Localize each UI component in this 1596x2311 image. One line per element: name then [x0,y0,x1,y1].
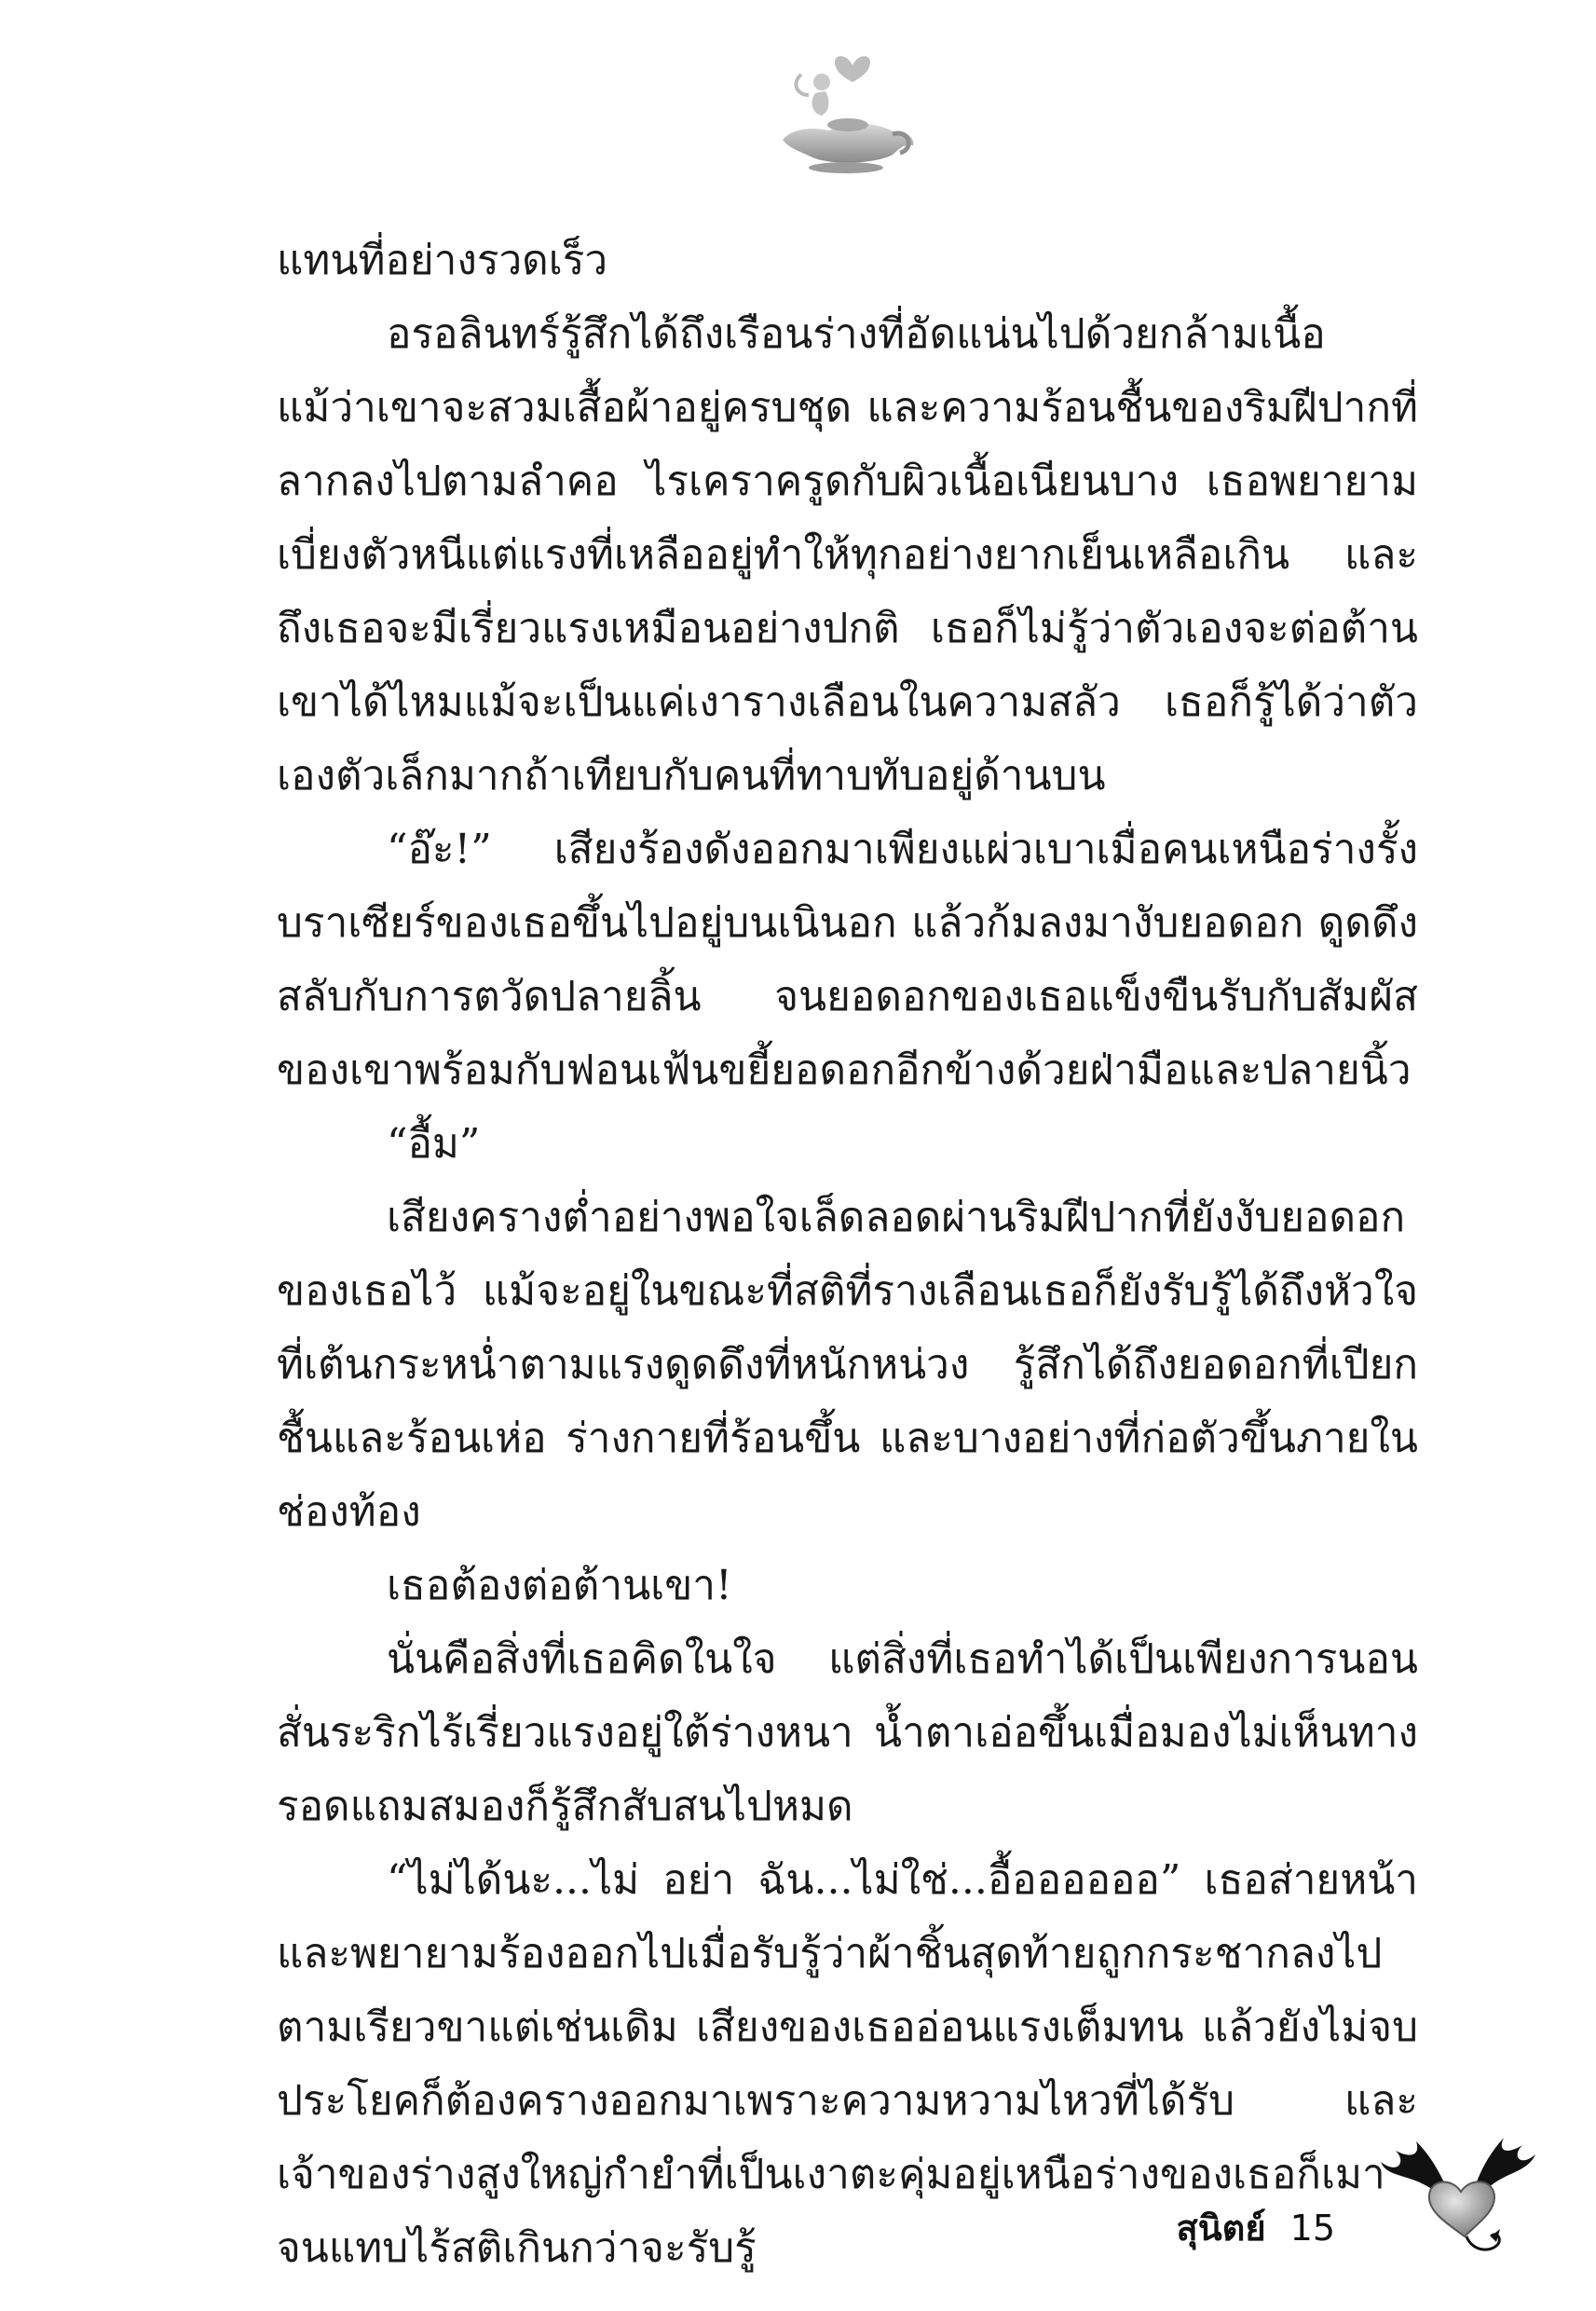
paragraph-4: “อื้ม” [387,1120,481,1168]
paragraph-5: เสียงครางต่ำอย่างพอใจเล็ดลอดผ่านริมฝีปากที่ยังงับยอดอกของเธอไว้ แม้จะอยู่ในขณะที่สติที่รางเลือนเธอก็ยังรับรู้ได้ถึงหัวใจที่เต้นกระหน่ำตามแรงดูดดึงที่หนักหน่วง รู้สึกได้ถึงยอดอกที่เปียกชื้นและร้อนเห่อ ร่างกายที่ร้อนขึ้น และบางอย่างที่ก่อตัวขึ้นภายในช่องท้อง [277,1194,1418,1536]
author-name: สุนิตย์ [1176,2208,1266,2249]
paragraph-3: “อ๊ะ!” เสียงร้องดังออกมาเพียงแผ่วเบาเมื่อคนเหนือร่างรั้งบราเซียร์ของเธอขึ้นไปอยู่บนเนินอก แล้วก้มลงมางับยอดอก ดูดดึงสลับกับการตวัดปลายลิ้น จนยอดอกของเธอแข็งขืนรับกับสัมผัสของเขาพร้อมกับฟอนเฟ้นขยี้ยอดอกอีกข้างด้วยฝ่ามือและปลายนิ้ว [277,826,1418,1094]
paragraph-1: แทนที่อย่างรวดเร็ว [277,237,608,284]
winged-heart-devil-icon [1379,2134,1537,2274]
paragraph-7: นั่นคือสิ่งที่เธอคิดในใจ แต่สิ่งที่เธอทำได้เป็นเพียงการนอนสั่นระริกไร้เรี่ยวแรงอยู่ใต้ร่างหนา น้ำตาเอ่อขึ้นเมื่อมองไม่เห็นทางรอดแถมสมองก็รู้สึกสับสนไปหมด [277,1635,1418,1830]
page-footer [1177,2199,1335,2256]
page-number: 15 [1289,2207,1335,2249]
paragraph-6: เธอต้องต่อต้านเขา! [387,1562,732,1609]
paragraph-2: อรอลินทร์รู้สึกได้ถึงเรือนร่างที่อัดแน่นไปด้วยกล้ามเนื้อ แม้ว่าเขาจะสวมเสื้อผ้าอยู่ครบชุด และความร้อนชื้นของริมฝีปากที่ลากลงไปตามลำคอ ไรเคราครูดกับผิวเนื้อเนียนบาง เธอพยายามเบี่ยงตัวหนีแต่แรงที่เหลืออยู่ทำให้ทุกอย่างยากเย็นเหลือเกิน และถึงเธอจะมีเรี่ยวแรงเหมือนอย่างปกติ เธอก็ไม่รู้ว่าตัวเองจะต่อต้านเขาได้ไหมแม้จะเป็นแค่เงารางเลือนในความสลัว เธอก็รู้ได้ว่าตัวเองตัวเล็กมากถ้าเทียบกับคนที่ทาบทับอยู่ด้านบน [277,310,1418,800]
body-text [277,224,1418,2285]
genie-lamp-cupid-icon [764,47,922,177]
paragraph-8: “ไม่ได้นะ...ไม่ อย่า ฉัน...ไม่ใช่...อื้ออออออ” เธอส่ายหน้าและพยายามร้องออกไปเมื่อรับรู้ว่าผ้าชิ้นสุดท้ายถูกกระชากลงไปตามเรียวขาแต่เช่นเดิม เสียงของเธออ่อนแรงเต็มทน แล้วยังไม่จบประโยคก็ต้องครางออกมาเพราะความหวามไหวที่ได้รับ และเจ้าของร่างสูงใหญ่กำยำที่เป็นเงาตะคุ่มอยู่เหนือร่างของเธอก็เมาจนแทบไร้สติเกินกว่าจะรับรู้ [277,1856,1418,2272]
